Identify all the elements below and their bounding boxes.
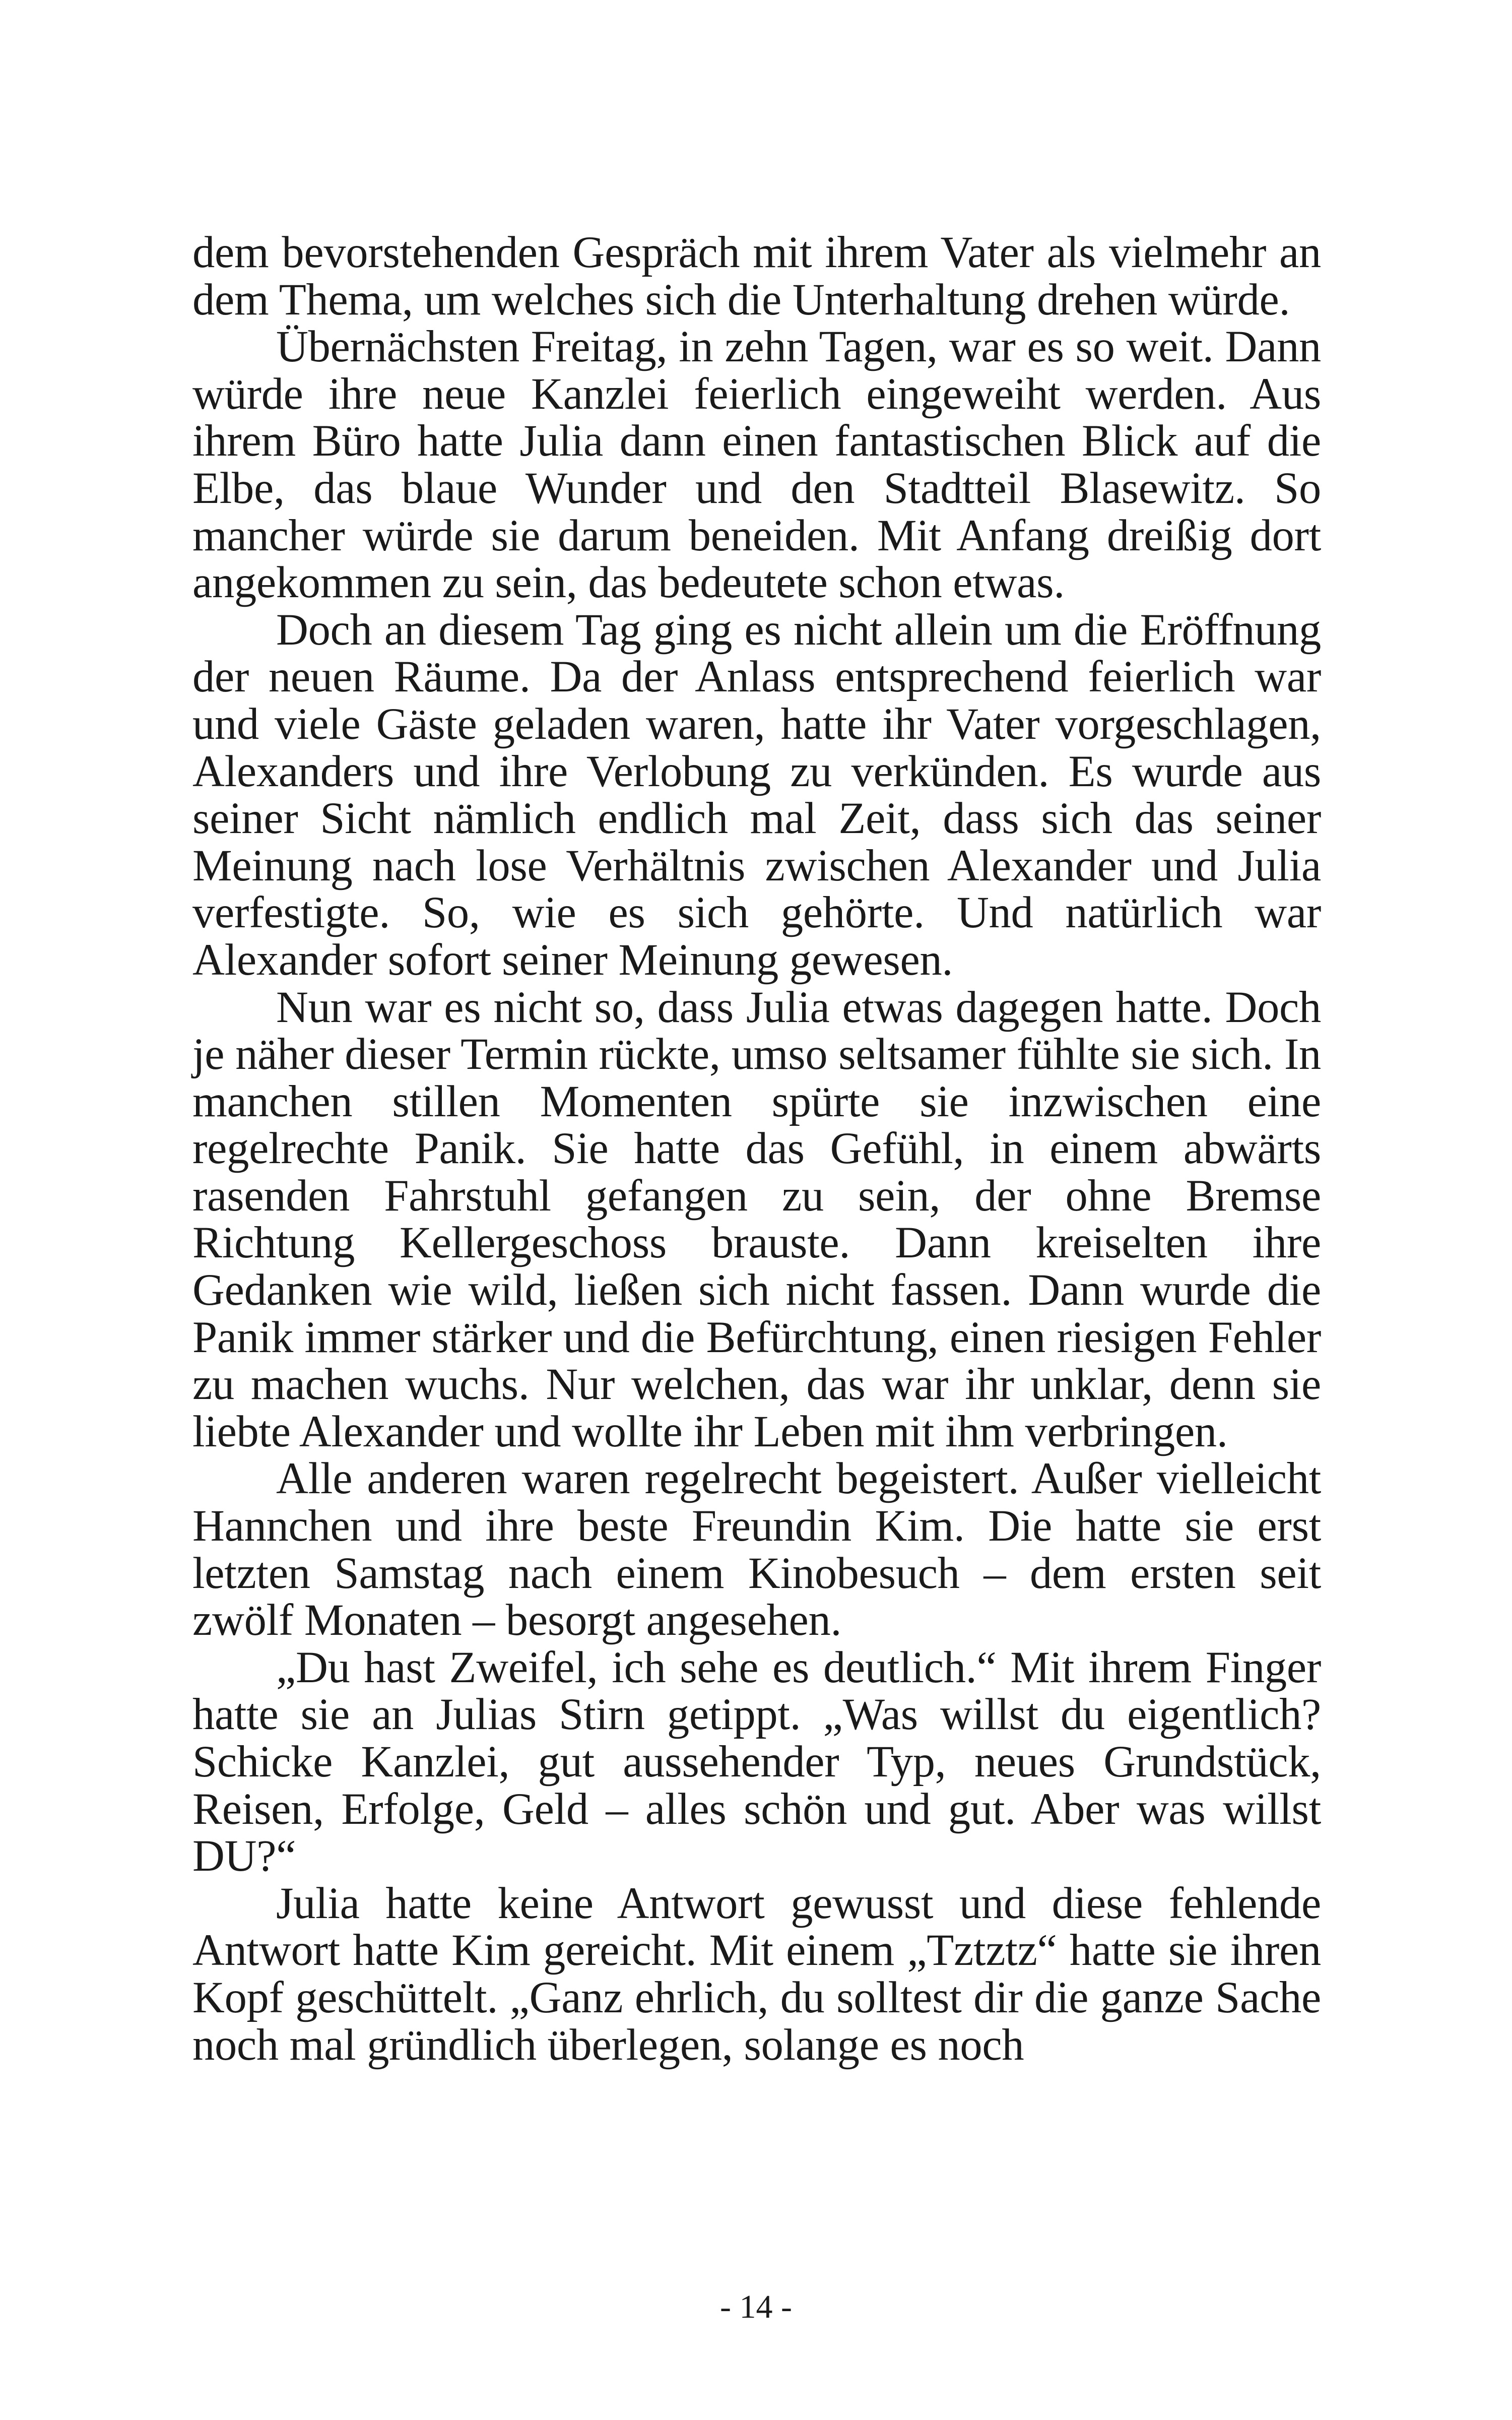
page-body (192, 229, 1321, 2069)
page-number: - 14 - (720, 2288, 792, 2325)
paragraph: Übernächsten Freitag, in zehn Tagen, war es so weit. Dann würde ihre neue Kanzlei feierlich eingeweiht werden. Aus ihrem Büro hatte Julia dann einen fantastischen Blick auf die Elbe, das blaue Wunder und den Stadtteil Blasewitz. So mancher würde sie darum beneiden. Mit Anfang dreißig dort angekommen zu sein, das bedeutete schon etwas. (192, 322, 1321, 608)
paragraph: Alle anderen waren regelrecht begeistert. Außer vielleicht Hannchen und ihre beste Freundin Kim. Die hatte sie erst letzten Samstag nach einem Kinobesuch – dem ersten seit zwölf Monaten – besorgt angesehen. (192, 1454, 1321, 1645)
paragraph: Doch an diesem Tag ging es nicht allein um die Eröffnung der neuen Räume. Da der Anlass entsprechend feierlich war und viele Gäste geladen waren, hatte ihr Vater vorgeschlagen, Alexanders und ihre Verlobung zu verkünden. Es wurde aus seiner Sicht nämlich endlich mal Zeit, dass sich das seiner Meinung nach lose Verhältnis zwischen Alexander und Julia verfestigte. So, wie es sich gehörte. Und natürlich war Alexander sofort seiner Meinung gewesen. (192, 605, 1321, 985)
paragraph: Julia hatte keine Antwort gewusst und diese fehlende Antwort hatte Kim gereicht. Mit einem „Tztztz“ hatte sie ihren Kopf geschüttelt. „Ganz ehrlich, du solltest dir die ganze Sache noch mal gründlich überlegen, solange es noch (192, 1878, 1321, 2070)
paragraph: Nun war es nicht so, dass Julia etwas dagegen hatte. Doch je näher dieser Termin rückte, umso seltsamer fühlte sie sich. In manchen stillen Momenten spürte sie inzwischen eine regelrechte Panik. Sie hatte das Gefühl, in einem abwärts rasenden Fahrstuhl gefangen zu sein, der ohne Bremse Richtung Kellergeschoss brauste. Dann kreiselten ihre Gedanken wie wild, ließen sich nicht fassen. Dann wurde die Panik immer stärker und die Befürchtung, einen riesigen Fehler zu machen wuchs. Nur welchen, das war ihr unklar, denn sie liebte Alexander und wollte ihr Leben mit ihm verbringen. (192, 982, 1321, 1456)
paragraph: dem bevorstehenden Gespräch mit ihrem Vater als vielmehr an dem Thema, um welches sich die Unterhaltung drehen würde. (192, 228, 1321, 325)
paragraph: „Du hast Zweifel, ich sehe es deutlich.“ Mit ihrem Finger hatte sie an Julias Stirn getippt. „Was willst du eigentlich? Schicke Kanzlei, gut aussehender Typ, neues Grundstück, Reisen, Erfolge, Geld – alles schön und gut. Aber was willst DU?“ (192, 1642, 1321, 1881)
